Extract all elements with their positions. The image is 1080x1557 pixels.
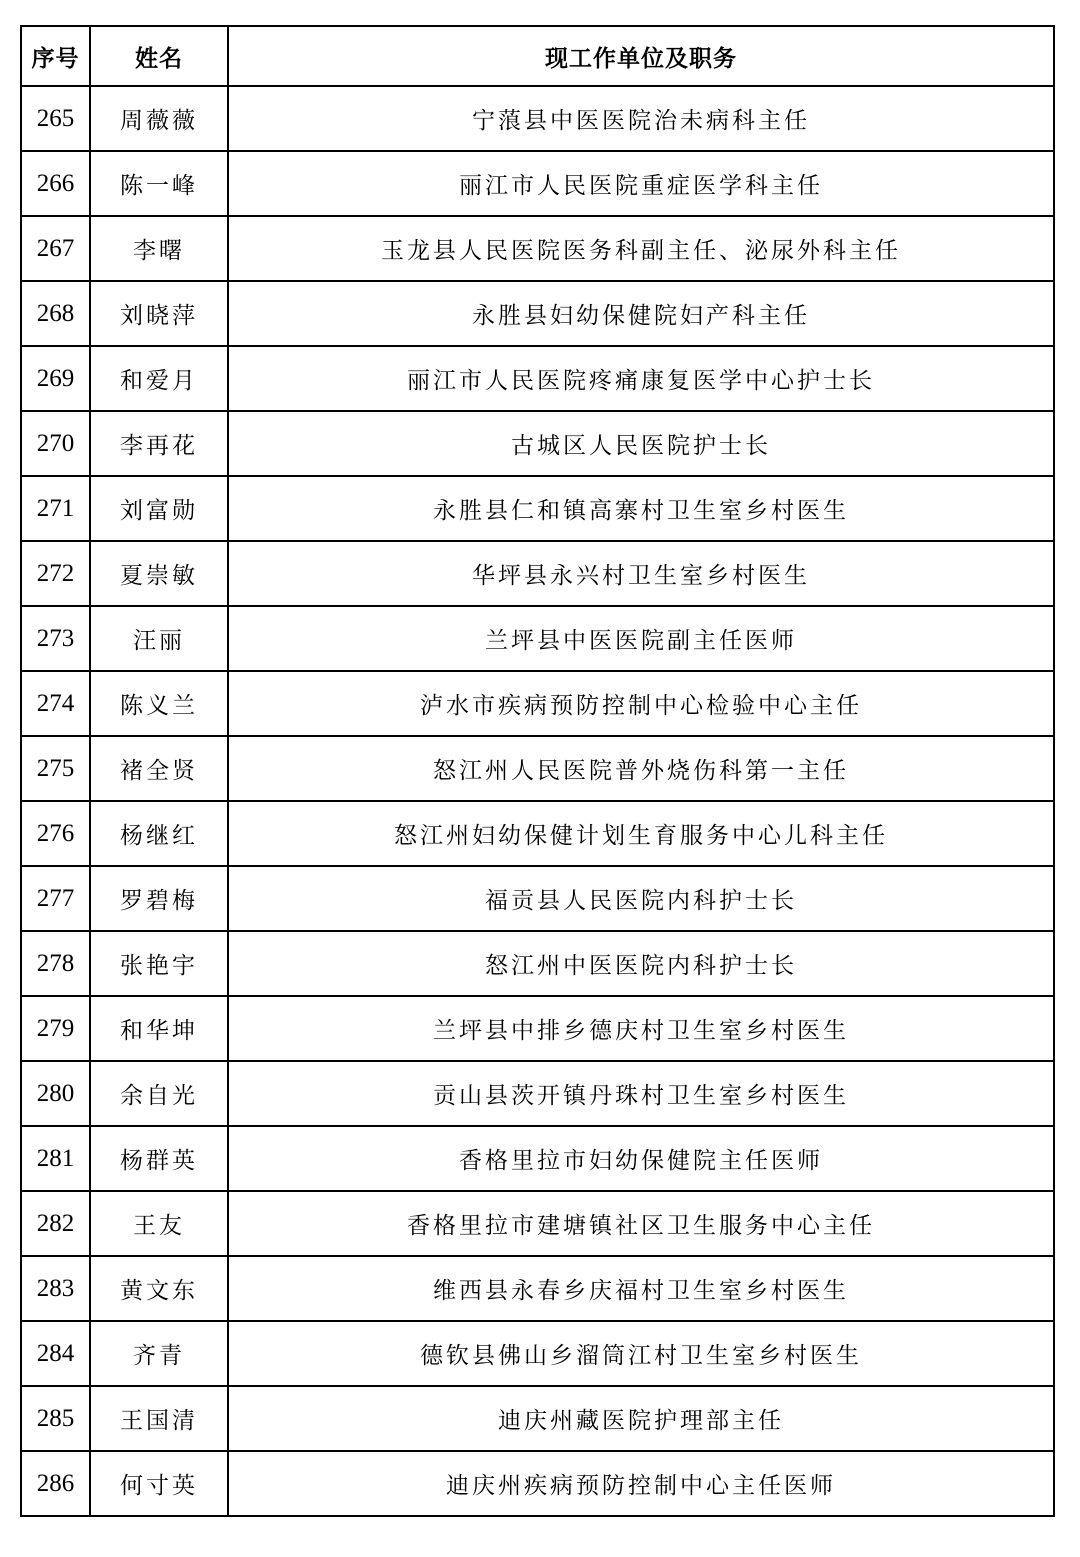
name-cell: 陈一峰 <box>90 151 228 216</box>
header-name: 姓名 <box>90 26 228 86</box>
serial-number-cell: 272 <box>21 541 90 606</box>
serial-number-cell: 285 <box>21 1386 90 1451</box>
name-cell: 王国清 <box>90 1386 228 1451</box>
header-serial-number: 序号 <box>21 26 90 86</box>
name-cell: 和爱月 <box>90 346 228 411</box>
workplace-position-cell: 德钦县佛山乡溜筒江村卫生室乡村医生 <box>228 1321 1054 1386</box>
workplace-position-cell: 香格里拉市妇幼保健院主任医师 <box>228 1126 1054 1191</box>
name-cell: 李曙 <box>90 216 228 281</box>
table-row <box>21 996 1054 1061</box>
workplace-position-cell: 兰坪县中排乡德庆村卫生室乡村医生 <box>228 996 1054 1061</box>
table-row <box>21 1386 1054 1451</box>
table-row <box>21 1256 1054 1321</box>
name-cell: 齐青 <box>90 1321 228 1386</box>
serial-number-cell: 281 <box>21 1126 90 1191</box>
workplace-position-cell: 永胜县仁和镇高寨村卫生室乡村医生 <box>228 476 1054 541</box>
serial-number-cell: 276 <box>21 801 90 866</box>
table-row <box>21 346 1054 411</box>
serial-number-cell: 266 <box>21 151 90 216</box>
table-row <box>21 1191 1054 1256</box>
name-cell: 和华坤 <box>90 996 228 1061</box>
name-cell: 黄文东 <box>90 1256 228 1321</box>
table-row <box>21 411 1054 476</box>
table-row <box>21 1061 1054 1126</box>
table-row <box>21 736 1054 801</box>
serial-number-cell: 275 <box>21 736 90 801</box>
workplace-position-cell: 丽江市人民医院重症医学科主任 <box>228 151 1054 216</box>
workplace-position-cell: 华坪县永兴村卫生室乡村医生 <box>228 541 1054 606</box>
workplace-position-cell: 宁蒗县中医医院治未病科主任 <box>228 86 1054 151</box>
serial-number-cell: 270 <box>21 411 90 476</box>
serial-number-cell: 277 <box>21 866 90 931</box>
table-row <box>21 281 1054 346</box>
header-workplace-position: 现工作单位及职务 <box>228 26 1054 86</box>
workplace-position-cell: 贡山县茨开镇丹珠村卫生室乡村医生 <box>228 1061 1054 1126</box>
workplace-position-cell: 香格里拉市建塘镇社区卫生服务中心主任 <box>228 1191 1054 1256</box>
workplace-position-cell: 福贡县人民医院内科护士长 <box>228 866 1054 931</box>
serial-number-cell: 279 <box>21 996 90 1061</box>
table-row <box>21 151 1054 216</box>
table-row <box>21 541 1054 606</box>
workplace-position-cell: 怒江州人民医院普外烧伤科第一主任 <box>228 736 1054 801</box>
serial-number-cell: 267 <box>21 216 90 281</box>
name-cell: 张艳宇 <box>90 931 228 996</box>
table-row <box>21 1451 1054 1516</box>
workplace-position-cell: 维西县永春乡庆福村卫生室乡村医生 <box>228 1256 1054 1321</box>
table-body <box>21 86 1054 1516</box>
serial-number-cell: 282 <box>21 1191 90 1256</box>
workplace-position-cell: 丽江市人民医院疼痛康复医学中心护士长 <box>228 346 1054 411</box>
name-cell: 夏崇敏 <box>90 541 228 606</box>
personnel-table <box>20 25 1055 1517</box>
serial-number-cell: 278 <box>21 931 90 996</box>
serial-number-cell: 265 <box>21 86 90 151</box>
workplace-position-cell: 兰坪县中医医院副主任医师 <box>228 606 1054 671</box>
name-cell: 杨继红 <box>90 801 228 866</box>
name-cell: 杨群英 <box>90 1126 228 1191</box>
table-row <box>21 801 1054 866</box>
name-cell: 李再花 <box>90 411 228 476</box>
name-cell: 陈义兰 <box>90 671 228 736</box>
serial-number-cell: 286 <box>21 1451 90 1516</box>
workplace-position-cell: 怒江州中医医院内科护士长 <box>228 931 1054 996</box>
name-cell: 余自光 <box>90 1061 228 1126</box>
table-row <box>21 671 1054 736</box>
workplace-position-cell: 玉龙县人民医院医务科副主任、泌尿外科主任 <box>228 216 1054 281</box>
serial-number-cell: 273 <box>21 606 90 671</box>
name-cell: 汪丽 <box>90 606 228 671</box>
table-row <box>21 476 1054 541</box>
serial-number-cell: 271 <box>21 476 90 541</box>
serial-number-cell: 283 <box>21 1256 90 1321</box>
name-cell: 罗碧梅 <box>90 866 228 931</box>
table-row <box>21 866 1054 931</box>
workplace-position-cell: 泸水市疾病预防控制中心检验中心主任 <box>228 671 1054 736</box>
workplace-position-cell: 永胜县妇幼保健院妇产科主任 <box>228 281 1054 346</box>
table-row <box>21 606 1054 671</box>
table-row <box>21 86 1054 151</box>
name-cell: 褚全贤 <box>90 736 228 801</box>
table-row <box>21 1321 1054 1386</box>
workplace-position-cell: 迪庆州藏医院护理部主任 <box>228 1386 1054 1451</box>
serial-number-cell: 284 <box>21 1321 90 1386</box>
serial-number-cell: 274 <box>21 671 90 736</box>
workplace-position-cell: 迪庆州疾病预防控制中心主任医师 <box>228 1451 1054 1516</box>
name-cell: 何寸英 <box>90 1451 228 1516</box>
table-row <box>21 216 1054 281</box>
name-cell: 王友 <box>90 1191 228 1256</box>
name-cell: 刘晓萍 <box>90 281 228 346</box>
serial-number-cell: 269 <box>21 346 90 411</box>
serial-number-cell: 268 <box>21 281 90 346</box>
name-cell: 周薇薇 <box>90 86 228 151</box>
table-row <box>21 931 1054 996</box>
workplace-position-cell: 怒江州妇幼保健计划生育服务中心儿科主任 <box>228 801 1054 866</box>
name-cell: 刘富勋 <box>90 476 228 541</box>
workplace-position-cell: 古城区人民医院护士长 <box>228 411 1054 476</box>
table-header <box>21 26 1054 86</box>
serial-number-cell: 280 <box>21 1061 90 1126</box>
header-row <box>21 26 1054 86</box>
table-row <box>21 1126 1054 1191</box>
